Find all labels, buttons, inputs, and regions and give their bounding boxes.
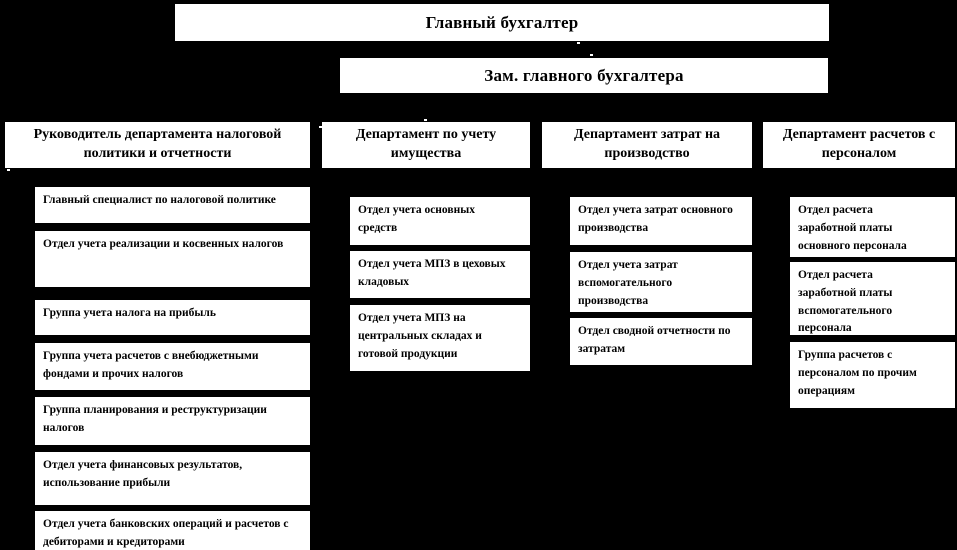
unit-box: Группа учета расчетов с внебюджетными фондами и прочих налогов xyxy=(35,343,310,390)
unit-box: Отдел расчета заработной платы основного персонала xyxy=(790,197,955,257)
deputy-chief-accountant-box: Зам. главного бухгалтера xyxy=(340,58,828,93)
chief-accountant-box: Главный бухгалтер xyxy=(175,4,829,41)
department-header-production-costs: Департамент затрат на производство xyxy=(542,122,752,168)
unit-box: Отдел учета основных средств xyxy=(350,197,530,245)
connector-artifact xyxy=(7,169,10,171)
unit-box: Отдел сводной отчетности по затратам xyxy=(570,318,752,365)
unit-box: Отдел учета реализации и косвенных налогов xyxy=(35,231,310,287)
unit-box: Группа расчетов с персоналом по прочим операциям xyxy=(790,342,955,408)
department-header-property-accounting: Департамент по учету имущества xyxy=(322,122,530,168)
unit-box: Отдел учета затрат основного производства xyxy=(570,197,752,245)
department-header-tax-policy: Руководитель департамента налоговой политики и отчетности xyxy=(5,122,310,168)
department-header-personnel-settlements: Департамент расчетов с персоналом xyxy=(763,122,955,168)
unit-box: Отдел учета МПЗ на центральных складах и готовой продукции xyxy=(350,305,530,371)
unit-box: Отдел учета банковских операций и расчетов с дебиторами и кредиторами xyxy=(35,511,310,550)
unit-box: Главный специалист по налоговой политике xyxy=(35,187,310,223)
unit-box: Группа учета налога на прибыль xyxy=(35,300,310,335)
unit-box: Отдел учета МПЗ в цеховых кладовых xyxy=(350,251,530,298)
unit-box: Отдел учета финансовых результатов, использование прибыли xyxy=(35,452,310,505)
unit-box: Группа планирования и реструктуризации налогов xyxy=(35,397,310,445)
connector-artifact xyxy=(590,54,593,56)
connector-artifact xyxy=(577,42,580,44)
connector-artifact xyxy=(424,119,427,121)
unit-box: Отдел учета затрат вспомогательного производства xyxy=(570,252,752,312)
unit-box: Отдел расчета заработной платы вспомогательного персонала xyxy=(790,262,955,335)
